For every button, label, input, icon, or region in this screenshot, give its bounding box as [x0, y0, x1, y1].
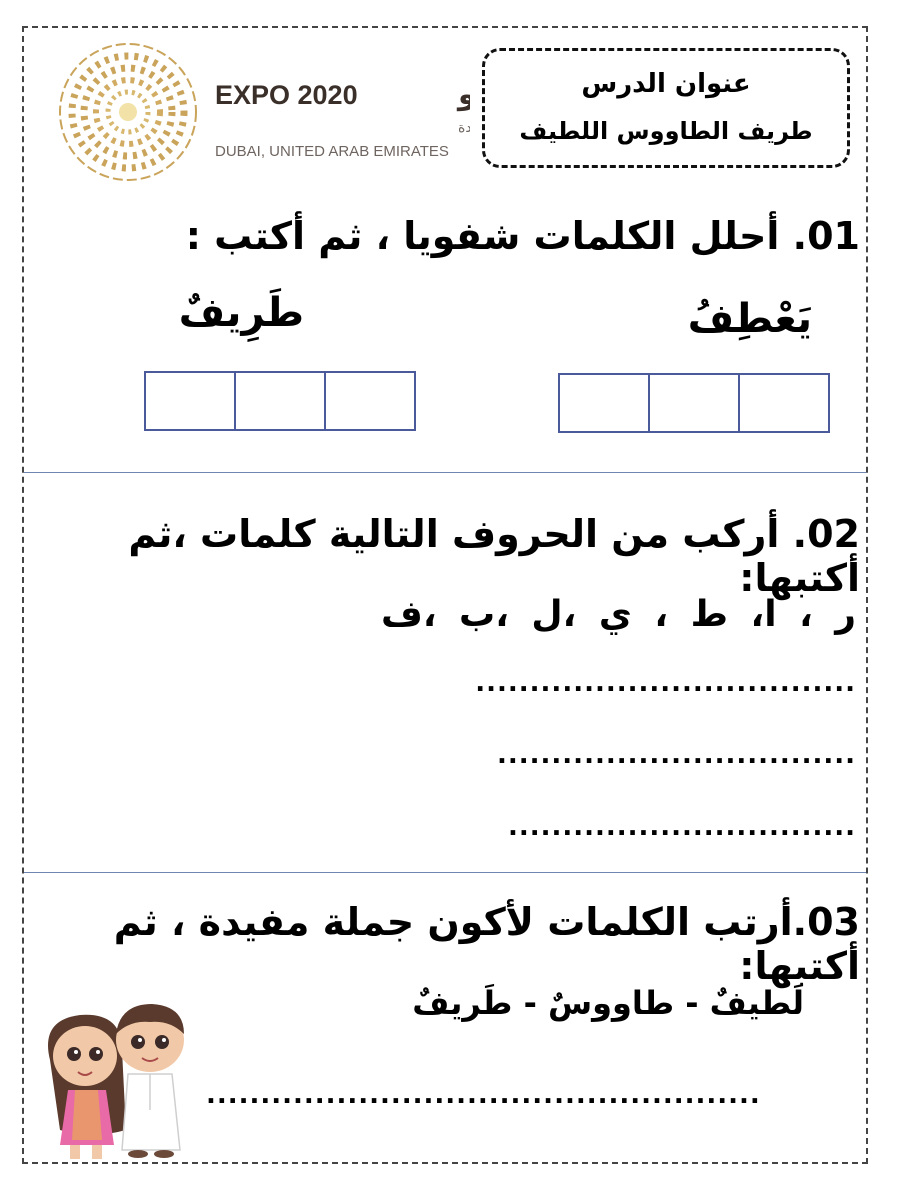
svg-text:إكسبو: و	[458, 77, 470, 112]
lesson-title-label: عنوان الدرس	[581, 69, 751, 99]
letter-box[interactable]	[324, 371, 416, 431]
q1-answer-boxes-1	[560, 373, 830, 433]
svg-text:DUBAI, UNITED ARAB EMIRATES: DUBAI, UNITED ARAB EMIRATES	[215, 143, 449, 160]
svg-text:دبي، الإمـــارات العربيــة الم: دة	[458, 120, 470, 136]
q2-letters: ر ، ا، ط ، ي ،ل ،ب ،ف	[381, 594, 856, 635]
letter-box[interactable]	[738, 373, 830, 433]
letter-box[interactable]	[234, 371, 326, 431]
letter-box[interactable]	[648, 373, 740, 433]
section-divider-1	[24, 472, 866, 473]
girl-figure	[48, 1015, 126, 1159]
q3-answer-line[interactable]: ...................................................	[206, 1080, 761, 1110]
svg-text:EXPO 2020: EXPO 2020	[215, 80, 358, 110]
letter-box[interactable]	[558, 373, 650, 433]
q1-answer-boxes-2	[146, 371, 416, 431]
expo-2020-logo	[50, 40, 470, 190]
lesson-title-value: طريف الطاووس اللطيف	[519, 117, 813, 145]
question-1-prompt: 01. أحلل الكلمات شفويا ، ثم أكتب :	[185, 214, 860, 258]
q1-word-1: يَعْطِفُ	[687, 296, 812, 342]
lesson-title-box	[482, 48, 850, 168]
q3-words: لَطيفٌ - طاووسٌ - طَريفٌ	[412, 984, 804, 1022]
section-divider-2	[24, 872, 866, 873]
letter-box[interactable]	[144, 371, 236, 431]
question-3-prompt: 03.أرتب الكلمات لأكون جملة مفيدة ، ثم أكتبها:	[113, 900, 860, 988]
expo-emblem-icon	[60, 44, 196, 180]
boy-figure	[116, 1004, 184, 1158]
q2-answer-line-2[interactable]: .................................	[497, 740, 856, 770]
children-illustration	[30, 990, 230, 1165]
q2-answer-line-3[interactable]: ................................	[507, 812, 856, 842]
q1-word-2: طَرِيفٌ	[178, 290, 304, 336]
question-2-prompt: 02. أركب من الحروف التالية كلمات ،ثم أكتبها:	[128, 512, 860, 600]
q2-answer-line-1[interactable]: ...................................	[475, 668, 856, 698]
